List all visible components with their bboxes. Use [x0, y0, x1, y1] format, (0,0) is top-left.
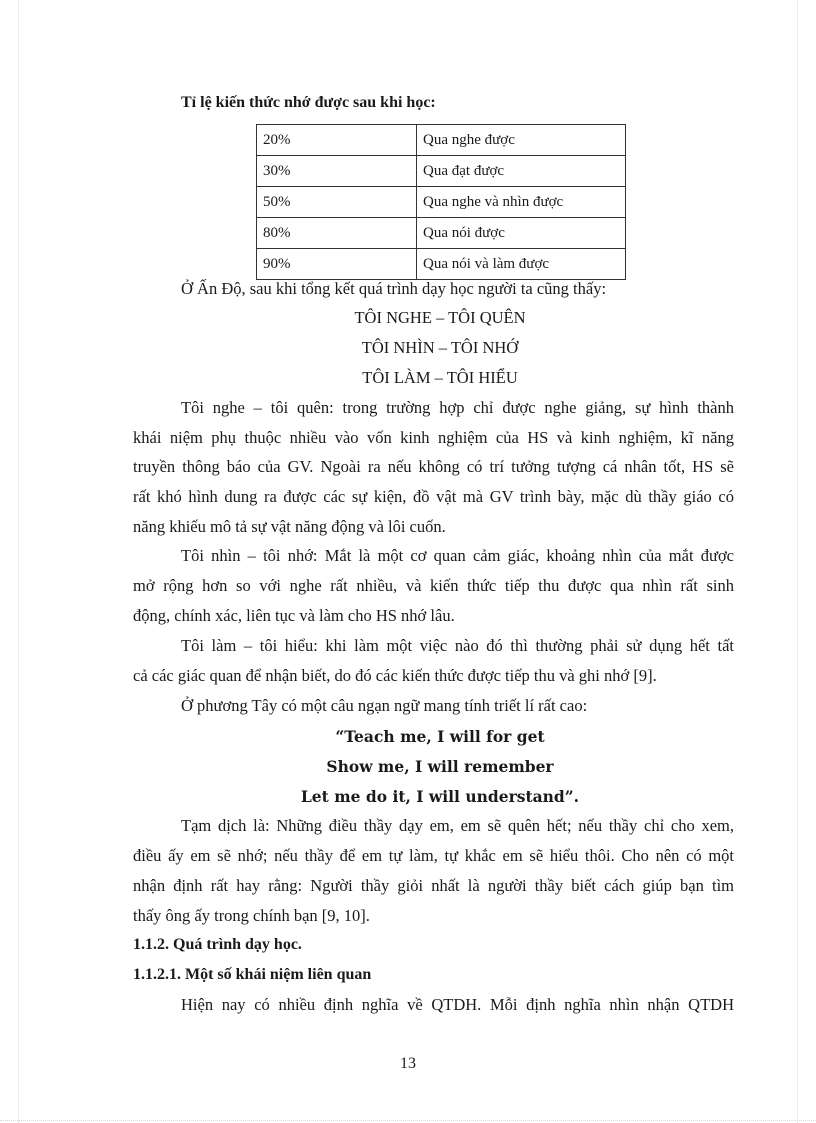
- maxim-hear: TÔI NGHE – TÔI QUÊN: [354, 308, 526, 327]
- table-cell-method: Qua nói và làm được: [417, 249, 626, 280]
- paragraph-hear-line: rất khó hình dung ra được các sự kiện, đồ vật mà GV trình bày, mặc dù thầy giáo có: [133, 487, 734, 506]
- table-cell-method: Qua nói được: [417, 218, 626, 249]
- table-cell-percent: 30%: [257, 156, 417, 187]
- paragraph-hear-line: năng khiếu mô tả sự vật năng động và lôi cuốn.: [133, 517, 446, 536]
- table-title: Tỉ lệ kiến thức nhớ được sau khi học:: [181, 94, 436, 111]
- paragraph-do-line: cả các giác quan để nhận biết, do đó các kiến thức được tiếp thu và ghi nhớ [9].: [133, 666, 657, 685]
- table-cell-method: Qua nghe được: [417, 125, 626, 156]
- table-cell-percent: 90%: [257, 249, 417, 280]
- paragraph-translation-line: nhận định rất hay rằng: Người thầy giỏi nhất là người thầy biết cách giúp bạn tìm: [133, 876, 734, 895]
- quote-line: “Teach me, I will for get: [335, 727, 545, 746]
- quote-line: Show me, I will remember: [326, 757, 554, 776]
- paragraph-see-line: Tôi nhìn – tôi nhớ: Mắt là một cơ quan cảm giác, khoảng nhìn của mắt được: [181, 546, 734, 565]
- subsection-heading: 1.1.2.1. Một số khái niệm liên quan: [133, 966, 372, 983]
- page-number: 13: [400, 1055, 416, 1072]
- page-right-edge: [797, 0, 798, 1123]
- table-row: [257, 218, 626, 249]
- paragraph-do-line: Tôi làm – tôi hiểu: khi làm một việc nào đó thì thường phải sử dụng hết tất: [181, 636, 734, 655]
- paragraph-translation-line: điều ấy em sẽ nhớ; nếu thầy để em tự làm, tự khắc em sẽ hiểu thôi. Cho nên có một: [133, 846, 734, 865]
- table-row: [257, 156, 626, 187]
- paragraph-translation-line: thấy ông ấy trong chính bạn [9, 10].: [133, 906, 370, 925]
- maxim-do: TÔI LÀM – TÔI HIỂU: [362, 368, 518, 387]
- paragraph-definition-line: Hiện nay có nhiều định nghĩa về QTDH. Mỗi định nghĩa nhìn nhận QTDH: [181, 995, 734, 1014]
- section-heading: 1.1.2. Quá trình dạy học.: [133, 936, 302, 953]
- retention-table: [256, 124, 626, 280]
- paragraph-hear-line: truyền thông báo của GV. Ngoài ra nếu không có trí tưởng tượng cá nhân tốt, HS sẽ: [133, 457, 734, 476]
- table-cell-method: Qua nghe và nhìn được: [417, 187, 626, 218]
- page-left-edge: [18, 0, 19, 1123]
- table-cell-percent: 50%: [257, 187, 417, 218]
- table-cell-percent: 80%: [257, 218, 417, 249]
- paragraph-see-line: động, chính xác, liên tục và làm cho HS nhớ lâu.: [133, 606, 455, 625]
- table-row: [257, 249, 626, 280]
- maxim-see: TÔI NHÌN – TÔI NHỚ: [361, 338, 519, 357]
- table-row: [257, 187, 626, 218]
- table-cell-percent: 20%: [257, 125, 417, 156]
- west-intro: Ở phương Tây có một câu ngạn ngữ mang tính triết lí rất cao:: [181, 696, 588, 715]
- paragraph-hear-line: Tôi nghe – tôi quên: trong trường hợp chỉ được nghe giảng, sự hình thành: [181, 398, 734, 417]
- india-intro: Ở Ấn Độ, sau khi tổng kết quá trình dạy học người ta cũng thấy:: [181, 279, 607, 298]
- page-bottom-edge: [0, 1120, 816, 1121]
- quote-line: Let me do it, I will understand”.: [300, 787, 580, 806]
- paragraph-hear-line: khái niệm phụ thuộc nhiều vào vốn kinh nghiệm của HS và kinh nghiệm, kĩ năng: [133, 428, 734, 447]
- paragraph-translation-line: Tạm dịch là: Những điều thầy dạy em, em sẽ quên hết; nếu thầy chỉ cho xem,: [181, 816, 734, 835]
- table-cell-method: Qua đạt được: [417, 156, 626, 187]
- table-row: [257, 125, 626, 156]
- paragraph-see-line: mở rộng hơn so với nghe rất nhiều, và kiến thức tiếp thu được qua nhìn rất sinh: [133, 576, 734, 595]
